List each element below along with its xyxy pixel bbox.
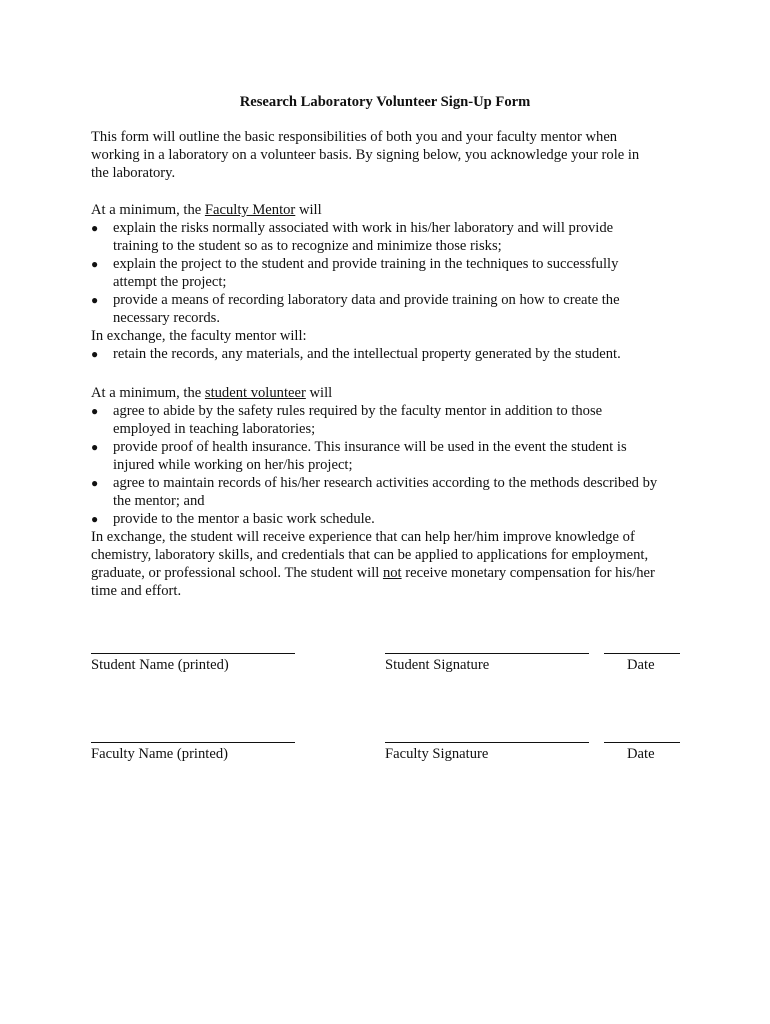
student-exchange-text-end: receive monetary compensation for his/her [401,565,655,581]
bullet-icon: ● [91,404,99,418]
list-item-line: provide proof of health insurance. This insurance will be used in the event the student is [113,439,627,455]
student-lead-text: At a minimum, the [91,385,205,401]
list-item [91,345,681,363]
student-volunteer-term: student volunteer [204,385,306,401]
bullet-icon: ● [91,512,99,526]
list-item-line: training to the student so as to recognize and minimize those risks; [113,238,502,254]
mentor-section [91,201,681,363]
list-item-line: employed in teaching laboratories; [113,421,316,437]
list-item-line: injured while working on her/his project; [113,457,353,473]
list-item [91,438,681,474]
student-lead [91,384,681,402]
intro-line: the laboratory. [91,165,176,181]
student-date-label: Date [627,657,655,673]
list-item-line: the mentor; and [113,493,205,509]
student-exchange-line [91,564,681,582]
list-item-line: necessary records. [113,310,220,326]
bullet-icon: ● [91,347,99,361]
list-item-line: retain the records, any materials, and the intellectual property generated by the student. [113,346,621,362]
list-item-line: agree to maintain records of his/her research activities according to the methods described by [113,475,658,491]
faculty-name-field[interactable] [91,742,295,743]
bullet-icon: ● [91,293,99,307]
list-item-line: provide a means of recording laboratory data and provide training on how to create the [113,292,620,308]
bullet-icon: ● [91,440,99,454]
not-emphasis: not [382,565,402,581]
mentor-lead-text: At a minimum, the [91,202,205,218]
student-name-label: Student Name (printed) [91,657,229,673]
student-date-field[interactable] [604,653,680,654]
mentor-lead [91,201,681,219]
student-name-field[interactable] [91,653,295,654]
student-exchange-line: time and effort. [91,583,182,599]
student-section [91,384,681,600]
list-item-line: explain the risks normally associated with work in his/her laboratory and will provide [113,220,614,236]
list-item [91,219,681,255]
intro-line: working in a laboratory on a volunteer basis. By signing below, you acknowledge your role in [91,147,640,163]
list-item [91,474,681,510]
form-title: Research Laboratory Volunteer Sign-Up Form [239,94,531,110]
list-item-line: agree to abide by the safety rules required by the faculty mentor in addition to those [113,403,603,419]
bullet-icon: ● [91,476,99,490]
list-item [91,255,681,291]
bullet-icon: ● [91,221,99,235]
faculty-date-field[interactable] [604,742,680,743]
list-item [91,510,681,528]
list-item [91,402,681,438]
student-signature-label: Student Signature [385,657,490,673]
faculty-signature-label: Faculty Signature [385,746,489,762]
student-lead-text-end: will [305,385,333,401]
student-exchange-line: In exchange, the student will receive experience that can help her/him improve knowledge of [91,529,635,545]
student-signature-field[interactable] [385,653,589,654]
faculty-mentor-term: Faculty Mentor [204,202,296,218]
student-exchange-line: chemistry, laboratory skills, and credentials that can be applied to applications for employment, [91,547,649,563]
faculty-signature-field[interactable] [385,742,589,743]
faculty-date-label: Date [627,746,655,762]
faculty-name-label: Faculty Name (printed) [91,746,228,762]
list-item-line: attempt the project; [113,274,227,290]
mentor-lead-text-end: will [295,202,322,218]
list-item-line: provide to the mentor a basic work schedule. [113,511,375,527]
intro-line: This form will outline the basic responsibilities of both you and your faculty mentor when [91,129,618,145]
mentor-exchange: In exchange, the faculty mentor will: [91,328,307,344]
student-exchange-text: graduate, or professional school. The student will [91,565,383,581]
bullet-icon: ● [91,257,99,271]
intro-paragraph [91,128,681,182]
list-item-line: explain the project to the student and provide training in the techniques to successfully [113,256,619,272]
list-item [91,291,681,327]
